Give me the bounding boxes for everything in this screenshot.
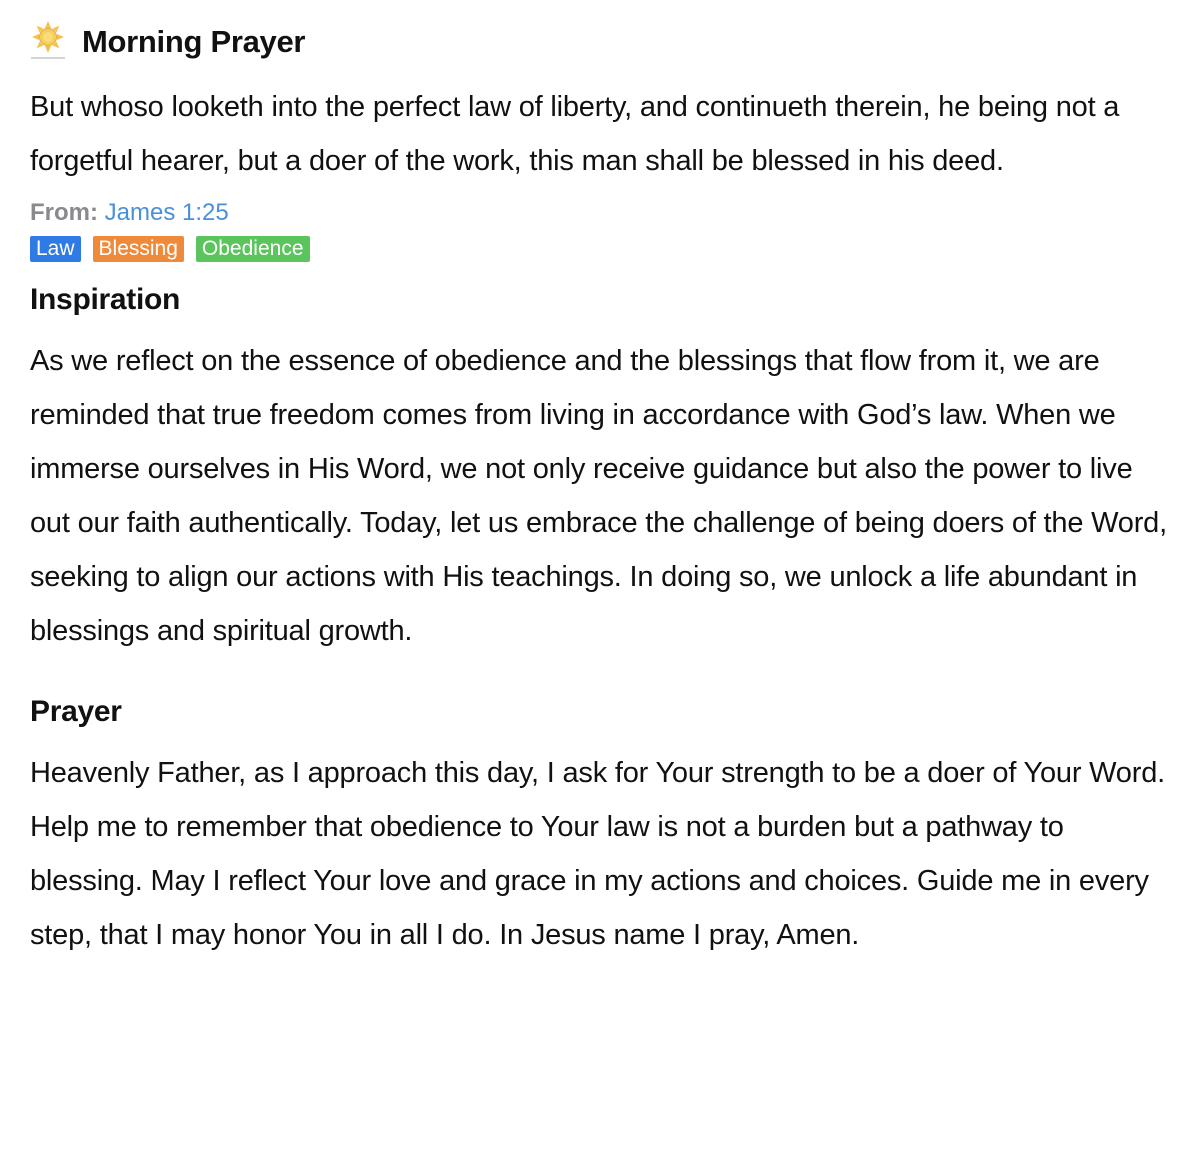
tag-list [30,236,1170,262]
tag-law[interactable]: Law [30,236,81,262]
tag-obedience[interactable]: Obedience [196,236,310,262]
verse-source [30,196,1170,230]
page-title: Morning Prayer [82,24,306,59]
inspiration-heading: Inspiration [30,283,181,316]
tag-blessing[interactable]: Blessing [93,236,184,262]
prayer-text: Heavenly Father, as I approach this day, I ask for Your strength to be a doer of Your Word. Help me to remember that obedience to Your law is not a burden but a pathway to blessing. May I reflect Your love and grace in my actions and choices. Guide me in every step, that I may honor You in all I do. In Jesus name I pray, Amen. [30,757,1165,951]
header [30,20,1170,64]
source-label: From: [30,199,98,226]
sun-icon [30,20,68,64]
inspiration-text: As we reflect on the essence of obedience and the blessings that flow from it, we are reminded that true freedom comes from living in accordance with God’s law. When we immerse ourselves in His Word, we not only receive guidance but also the power to live out our faith authentically. Today, let us embrace the challenge of being doers of the Word, seeking to align our actions with His teachings. In doing so, we unlock a life abundant in blessings and spiritual growth. [30,345,1167,647]
verse-text: But whoso looketh into the perfect law of liberty, and continueth therein, he being not a forgetful hearer, but a doer of the work, this man shall be blessed in his deed. [30,91,1120,177]
scripture-reference-link[interactable]: James 1:25 [104,199,229,226]
prayer-heading: Prayer [30,695,122,728]
